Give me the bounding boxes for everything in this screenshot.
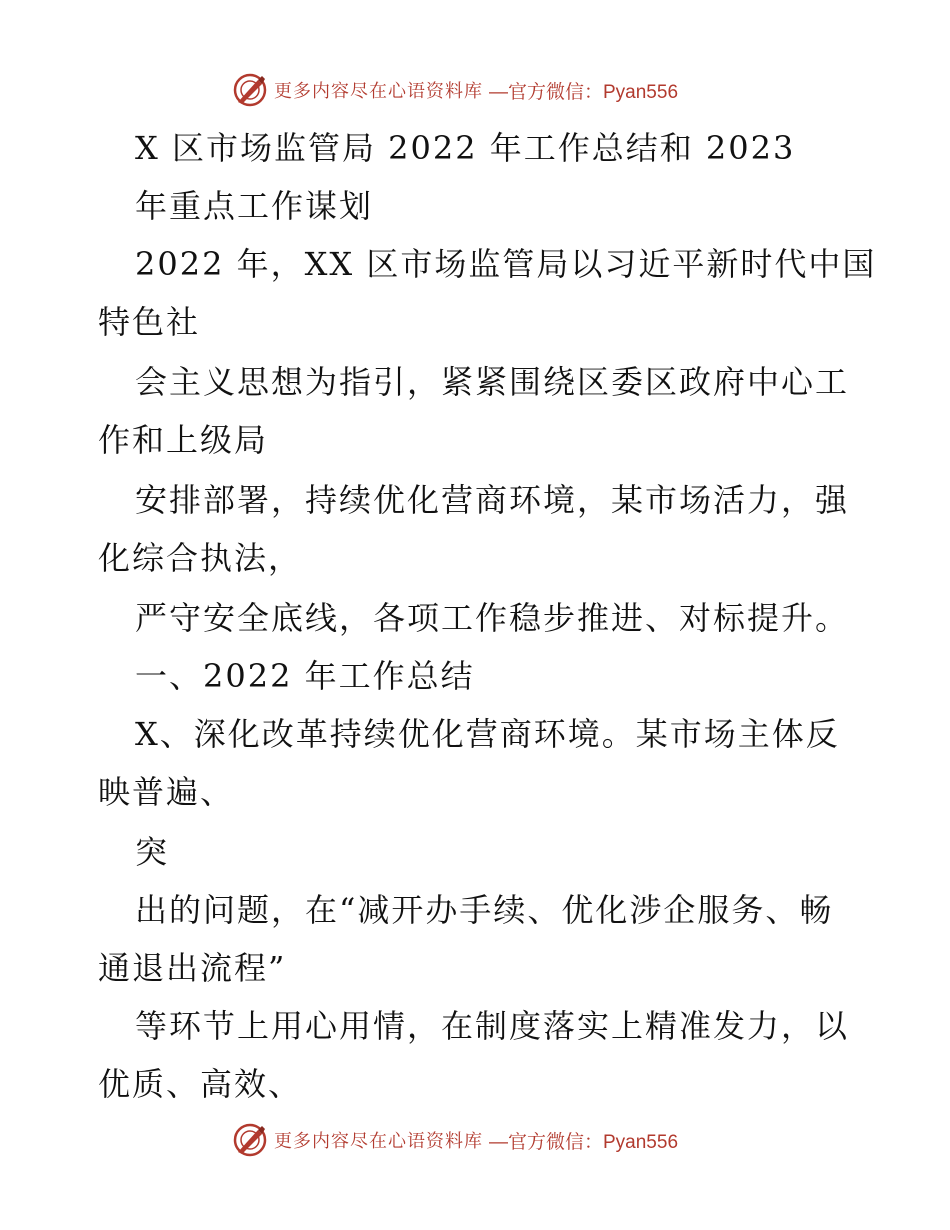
banner-slogan: 更多内容尽在心语资料库 [274, 81, 483, 102]
paragraph-line: 会主义思想为指引，紧紧围绕区委区政府中心工 [135, 363, 850, 401]
paragraph-line: 化综合执法， [98, 539, 303, 577]
banner-contact: —官方微信：Pyan556 [489, 1131, 679, 1153]
paragraph-line: X、深化改革持续优化营商环境。某市场主体反 [135, 715, 840, 753]
paragraph-line: 作和上级局 [98, 421, 269, 459]
paragraph-line: 等环节上用心用情，在制度落实上精准发力，以 [135, 1007, 850, 1045]
paragraph-line: 映普遍、 [98, 773, 235, 811]
pen-logo-icon [232, 1122, 268, 1158]
footer-banner [232, 1120, 678, 1160]
banner-slogan: 更多内容尽在心语资料库 [274, 1131, 483, 1152]
paragraph-line: 安排部署，持续优化营商环境，某市场活力，强 [135, 481, 850, 519]
paragraph-line: 出的问题，在“减开办手续、优化涉企服务、畅 [135, 891, 834, 929]
paragraph-line: 优质、高效、 [98, 1065, 303, 1103]
title-line-1: X 区市场监管局 2022 年工作总结和 2023 [135, 129, 796, 167]
section-heading: 一、2022 年工作总结 [135, 657, 475, 695]
paragraph-line: 通退出流程” [98, 949, 287, 987]
banner-contact: —官方微信：Pyan556 [489, 81, 679, 103]
paragraph-line: 特色社 [98, 303, 201, 341]
pen-logo-icon [232, 72, 268, 108]
header-banner [232, 70, 678, 110]
title-line-2: 年重点工作谋划 [135, 187, 374, 225]
paragraph-line: 严守安全底线，各项工作稳步推进、对标提升。 [135, 599, 850, 637]
paragraph-line: 2022 年，XX 区市场监管局以习近平新时代中国 [135, 245, 877, 283]
paragraph-line: 突 [135, 833, 170, 871]
